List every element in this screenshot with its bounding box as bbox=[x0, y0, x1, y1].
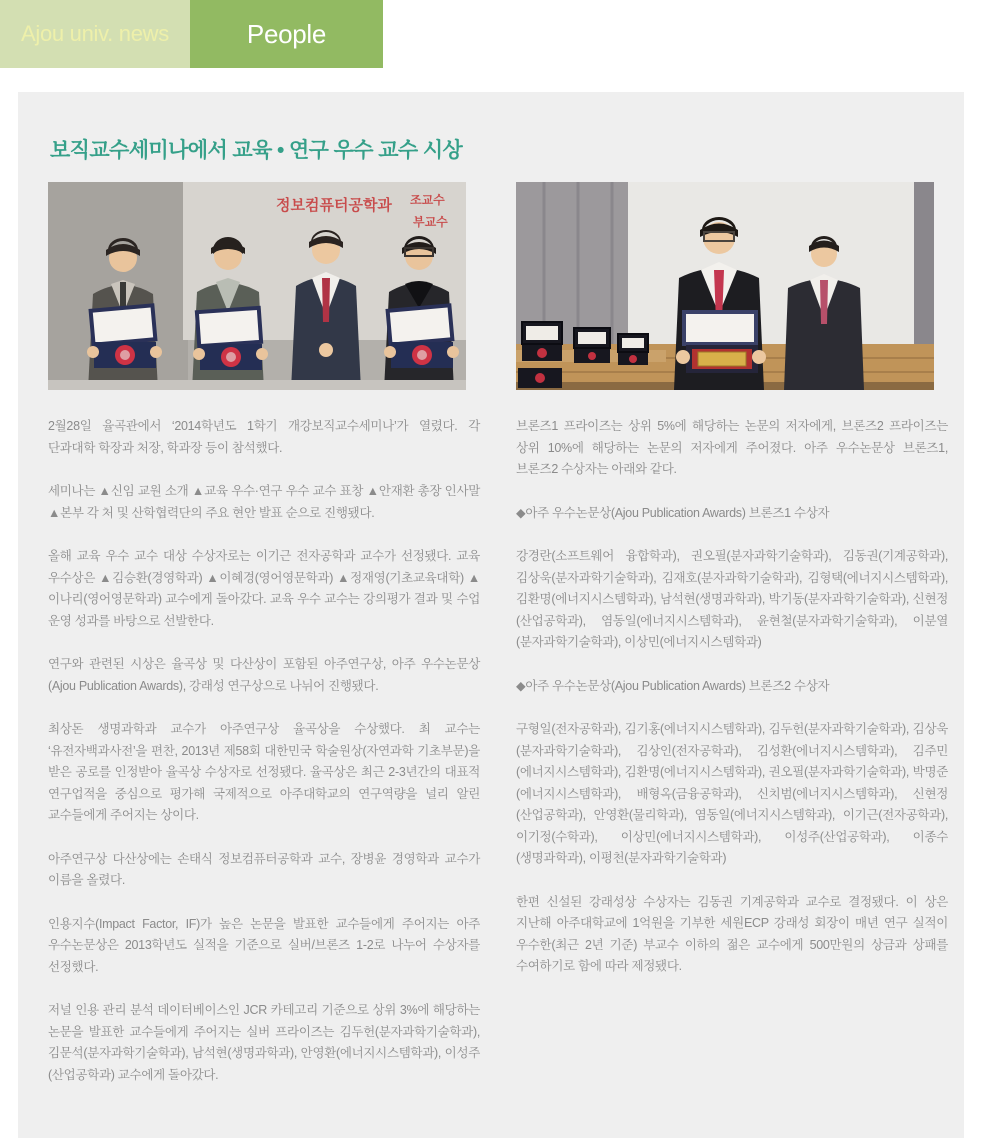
paragraph: 한편 신설된 강래성상 수상자는 김동권 기계공학과 교수로 결정됐다. 이 상은 지난해 아주대학교에 1억원을 기부한 세원ECP 강래성 회장이 매년 연구 실적이 우수한(최근 2년 기준) 부교수 이하의 젊은 교수에게 500만원의 상금과 상패를 수여하기로 함에 따라 제정됐다. bbox=[516, 894, 948, 973]
content-panel bbox=[18, 92, 964, 1138]
screen-text-department: 정보컴퓨터공학과 bbox=[276, 197, 392, 214]
paragraph: 브론즈1 프라이즈는 상위 5%에 해당하는 논문의 저자에게, 브론즈2 프라이즈는 상위 10%에 해당하는 논문의 저자에게 주어졌다. 아주 우수논문상 브론즈1, 브론즈2 수상자는 아래와 같다. bbox=[516, 419, 948, 476]
photo-table-edge bbox=[48, 380, 466, 390]
paragraph: 아주연구상 다산상에는 손태식 정보컴퓨터공학과 교수, 장병윤 경영학과 교수가 이름을 올렸다. bbox=[48, 851, 480, 887]
screen-text-associate-professor: 부교수 bbox=[413, 215, 448, 229]
award-list-heading: ◆아주 우수논문상(Ajou Publication Awards) 브론즈1 수상자 bbox=[516, 505, 830, 520]
photo-row bbox=[48, 182, 948, 390]
seminar-group-photo-image bbox=[48, 182, 466, 390]
photo-left-wrap bbox=[48, 182, 480, 390]
award-case-small bbox=[522, 322, 562, 361]
right-column bbox=[516, 416, 948, 1108]
award-case-3 bbox=[388, 305, 453, 368]
award-list-heading: ◆아주 우수논문상(Ajou Publication Awards) 브론즈2 수상자 bbox=[516, 678, 830, 693]
award-winner-list: 강경란(소프트웨어 융합학과), 권오필(분자과학기술학과), 김동권(기계공학과), 김상욱(분자과학기술학과), 김재호(분자과학기술학과), 김형택(에너지시스템학과), 김환명(에너지시스템학과), 남석현(생명과학과), 박기동(분자과학기술학과), 신현정(산업공학과), 염동일(에너지시스템학과), 윤현철(분자과학기술학과), 이분열(분자과학기술학과), 이상민(에너지시스템학과) bbox=[516, 549, 948, 649]
award-ceremony-photo-image bbox=[516, 182, 934, 390]
article-body bbox=[48, 416, 948, 1108]
award-case-small bbox=[574, 328, 610, 363]
award-case-small bbox=[518, 368, 562, 388]
award-winner-list: 구형일(전자공학과), 김기홍(에너지시스템학과), 김두헌(분자과학기술학과), 김상욱(분자과학기술학과), 김상인(전자공학과), 김성환(에너지시스템학과), 김주민(에너지시스템학과), 김환명(에너지시스템학과), 권오필(분자과학기술학과), 박명준(에너지시스템학과), 배형옥(금융공학과), 신치범(에너지시스템학과), 신현정(산업공학과), 안영환(물리학과), 염동일(에너지시스템학과), 이기근(전자공학과), 이기정(수학과), 이상민(에너지시스템학과), 이성주(산업공학과), 이종수(생명과학과), 이평천(분자과학기술학과) bbox=[516, 722, 948, 865]
seminar-group-photo bbox=[48, 182, 466, 390]
tab-people[interactable] bbox=[190, 0, 383, 68]
paragraph: 세미나는 ▲신임 교원 소개 ▲교육 우수·연구 우수 교수 표창 ▲안재환 총장 인사말 ▲본부 각 처 및 산학협력단의 주요 현안 발표 순으로 진행됐다. bbox=[48, 484, 480, 520]
award-ceremony-photo bbox=[516, 182, 934, 390]
left-column bbox=[48, 416, 480, 1108]
award-case-1 bbox=[91, 305, 156, 368]
screen-text-assistant-professor: 조교수 bbox=[410, 193, 445, 207]
tab-people-label: People bbox=[246, 18, 327, 49]
paragraph: 최상돈 생명과학과 교수가 아주연구상 율곡상을 수상했다. 최 교수는 ‘유전자백과사전’을 편찬, 2013년 제58회 대한민국 학술원상(자연과학 기초부문)을 받은 공로를 인정받아 율곡상 수상자로 선정됐다. 율곡상은 최근 2-3년간의 대표적 연구업적을 중심으로 평가해 국제적으로 아주대학교의 연구역량을 널리 알린 교수들에게 주어지는 상이다. bbox=[48, 722, 480, 822]
projection-screen bbox=[628, 182, 914, 344]
nav-brand-label: Ajou univ. news bbox=[21, 21, 169, 46]
award-case-small bbox=[618, 334, 648, 365]
gold-plaque-case bbox=[684, 312, 758, 373]
paragraph: 연구와 관련된 시상은 율곡상 및 다산상이 포함된 아주연구상, 아주 우수논문상(Ajou Publication Awards), 강래성 연구상으로 나뉘어 진행됐다. bbox=[48, 657, 480, 693]
paragraph: 올해 교육 우수 교수 대상 수상자로는 이기근 전자공학과 교수가 선정됐다. 교육 우수상은 ▲김승환(경영학과) ▲이혜경(영어영문학과) ▲정재영(기초교육대학) ▲이나리(영어영문학과) 교수에게 돌아갔다. 교육 우수 교수는 강의평가 결과 및 수업 운영 성과를 바탕으로 선발한다. bbox=[48, 549, 480, 628]
nav-brand[interactable] bbox=[0, 0, 190, 68]
article-title: 보직교수세미나에서 교육 • 연구 우수 교수 시상 bbox=[50, 139, 463, 162]
paragraph: 저널 인용 관리 분석 데이터베이스인 JCR 카테고리 기준으로 상위 3%에 해당하는 논문을 발표한 교수들에게 주어지는 실버 프라이즈는 김두헌(분자과학기술학과), 김문석(분자과학기술학과), 남석현(생명과학과), 안영환(에너지시스템학과), 이성주(산업공학과) 교수에게 돌아갔다. bbox=[48, 1003, 480, 1082]
award-case-2 bbox=[197, 308, 262, 370]
header bbox=[0, 0, 982, 68]
paragraph: 2월28일 율곡관에서 ‘2014학년도 1학기 개강보직교수세미나’가 열렸다. 각 단과대학 학장과 처장, 학과장 등이 참석했다. bbox=[48, 419, 480, 455]
paragraph: 인용지수(Impact Factor, IF)가 높은 논문을 발표한 교수들에게 주어지는 아주 우수논문상은 2013학년도 실적을 기준으로 실버/브론즈 1-2로 나누어 수상자를 선정했다. bbox=[48, 916, 480, 974]
photo-right-wrap bbox=[516, 182, 948, 390]
